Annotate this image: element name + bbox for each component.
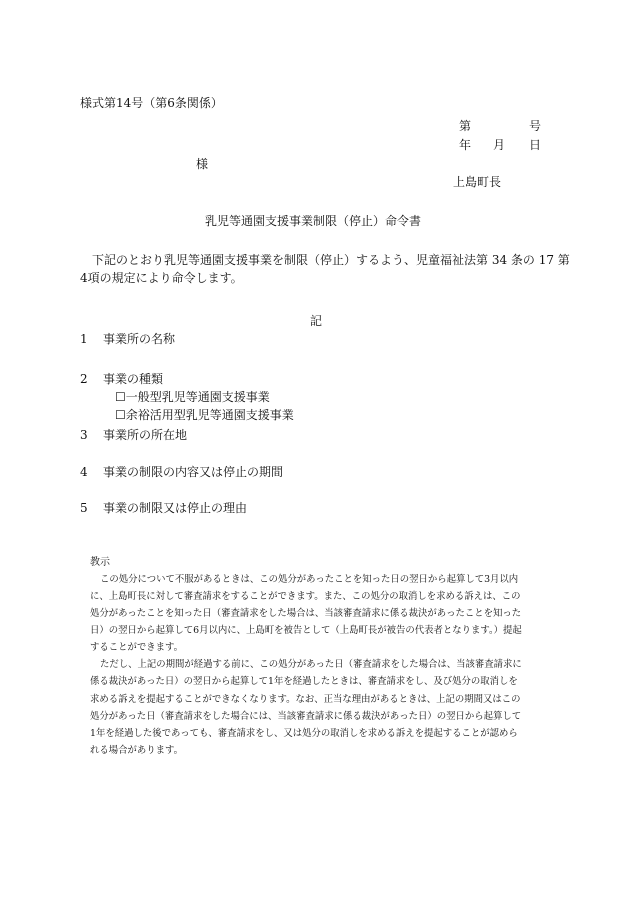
number-prefix: 第 <box>459 119 472 133</box>
notice-line: ただし、上記の期間が経過する前に、この処分があった日（審査請求をした場合は、当該審査請求に <box>100 659 522 670</box>
notice-line: に、上島町長に対して審査請求をすることができます。また、この処分の取消しを求める訴えは、この <box>90 591 521 602</box>
date-month: 月 <box>493 138 506 152</box>
document-title: 乳児等通園支援事業制限（停止）命令書 <box>205 214 422 228</box>
item-label: 事業の種類 <box>103 372 164 386</box>
notice-line: することができます。 <box>90 642 183 653</box>
item-number: 1 <box>80 332 88 346</box>
item-label: 事業の制限の内容又は停止の期間 <box>103 465 284 479</box>
notice-line: 日）の翌日から起算して6月以内に、上島町を被告として（上島町長が被告の代表者となります。）提起 <box>90 625 522 636</box>
notice-line: れる場合があります。 <box>90 745 183 756</box>
item-label: 事業の制限又は停止の理由 <box>103 501 248 515</box>
date-year: 年 <box>459 138 472 152</box>
body-line-2: 4項の規定により命令します。 <box>80 271 243 285</box>
notice-line: 処分があった日（審査請求をした場合には、当該審査請求に係る裁決があった日）の翌日から起算して <box>90 711 522 722</box>
item-label: 事業所の名称 <box>103 332 176 346</box>
notice-line: 求める訴えを提起することができなくなります。なお、正当な理由があるときは、上記の期間又はこの <box>90 694 521 705</box>
body-line-1: 下記のとおり乳児等通園支援事業を制限（停止）するよう、児童福祉法第 34 条の 17 第 <box>92 253 570 267</box>
notice-line: この処分について不服があるときは、この処分があったことを知った日の翌日から起算して3月以内 <box>100 574 519 585</box>
notice-line: 1年を経過した後であっても、審査請求をし、又は処分の取消しを求める訴えを提起することが認めら <box>90 728 518 739</box>
item-number: 3 <box>80 428 88 442</box>
issuer: 上島町長 <box>453 175 502 189</box>
business-type-option: ☐一般型乳児等通園支援事業 <box>115 390 270 404</box>
notice-heading: 教示 <box>90 557 110 568</box>
business-type-option: ☐余裕活用型乳児等通園支援事業 <box>115 408 294 422</box>
date-day: 日 <box>529 138 542 152</box>
item-number: 2 <box>80 372 88 386</box>
notice-line: 処分があったことを知った日（審査請求をした場合は、当該審査請求に係る裁決があったことを知った <box>90 608 522 619</box>
notice-line: 係る裁決があった日）の翌日から起算して1年を経過したときは、審査請求をし、及び処分の取消しを <box>90 676 518 687</box>
item-number: 5 <box>80 501 88 515</box>
number-suffix: 号 <box>529 119 542 133</box>
item-number: 4 <box>80 465 88 479</box>
ki-heading: 記 <box>310 314 323 328</box>
recipient-suffix: 様 <box>196 157 209 171</box>
form-label: 様式第14号（第6条関係） <box>80 96 223 110</box>
item-label: 事業所の所在地 <box>103 428 188 442</box>
